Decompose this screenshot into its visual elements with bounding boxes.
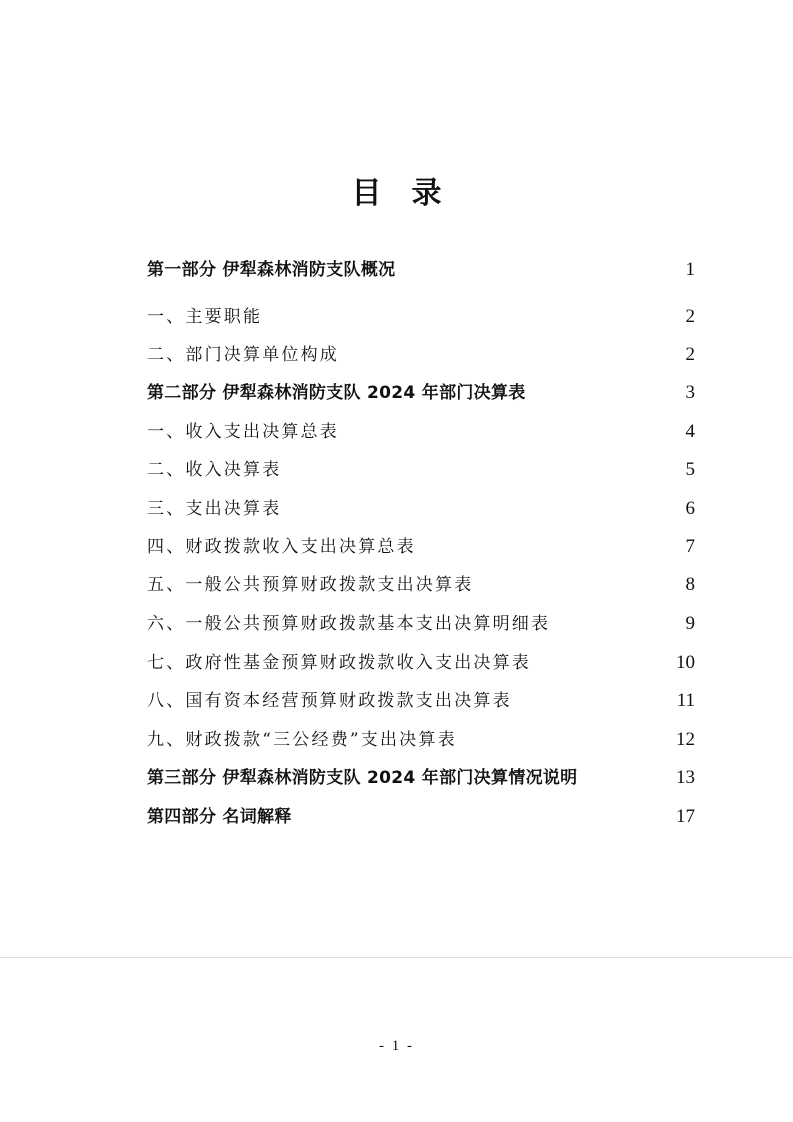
toc-entry[interactable] — [147, 723, 695, 757]
toc-entry-part-3[interactable] — [147, 761, 695, 795]
toc-entry-label: 四、财政拨款收入支出决算总表 — [147, 537, 416, 557]
toc-entry-page: 2 — [685, 306, 695, 327]
toc-entry-part-2[interactable] — [147, 376, 695, 410]
toc-entry-page: 12 — [676, 729, 695, 750]
toc-entry[interactable] — [147, 568, 695, 602]
toc-entry-label: 一、收入支出决算总表 — [147, 422, 339, 442]
toc-entry[interactable] — [147, 530, 695, 564]
page-number: - 1 - — [379, 1038, 414, 1054]
toc-entry-page: 7 — [685, 536, 695, 557]
toc-entry-page: 8 — [685, 574, 695, 595]
toc-entry-label: 第三部分 伊犁森林消防支队 2024 年部门决算情况说明 — [147, 768, 578, 788]
toc-entry-page: 13 — [676, 767, 695, 788]
page-title: 目录 — [351, 176, 472, 211]
toc-entry-label: 第四部分 名词解释 — [147, 807, 292, 827]
toc-entry-label: 二、部门决算单位构成 — [147, 345, 339, 365]
toc-entry[interactable] — [147, 492, 695, 526]
toc-entry-page: 11 — [676, 690, 695, 711]
toc-entry[interactable] — [147, 684, 695, 718]
toc-entry[interactable] — [147, 646, 695, 680]
toc-entry-page: 5 — [685, 459, 695, 480]
toc-entry[interactable] — [147, 607, 695, 641]
toc-entry[interactable] — [147, 415, 695, 449]
toc-entry-page: 3 — [685, 382, 695, 403]
toc-entry-page: 4 — [685, 421, 695, 442]
toc-entry-page: 2 — [685, 344, 695, 365]
toc-entry-page: 9 — [685, 613, 695, 634]
toc-entry-label: 九、财政拨款“三公经费”支出决算表 — [147, 730, 457, 750]
toc-entry[interactable] — [147, 453, 695, 487]
toc-entry[interactable] — [147, 300, 695, 334]
toc-entry-label: 二、收入决算表 — [147, 460, 282, 480]
toc-entry-part-1[interactable] — [147, 253, 695, 287]
toc-entry[interactable] — [147, 338, 695, 372]
footer-divider — [0, 957, 793, 958]
toc-entry-page: 1 — [685, 259, 695, 280]
toc-entry-label: 八、国有资本经营预算财政拨款支出决算表 — [147, 691, 512, 711]
toc-entry-label: 五、一般公共预算财政拨款支出决算表 — [147, 575, 474, 595]
toc-entry-label: 第二部分 伊犁森林消防支队 2024 年部门决算表 — [147, 383, 526, 403]
toc-entry-page: 10 — [676, 652, 695, 673]
toc-entry-label: 一、主要职能 — [147, 307, 263, 327]
toc-entry-label: 第一部分 伊犁森林消防支队概况 — [147, 260, 396, 280]
toc-entry-page: 17 — [676, 806, 695, 827]
toc-entry-label: 三、支出决算表 — [147, 499, 282, 519]
toc-entry-label: 七、政府性基金预算财政拨款收入支出决算表 — [147, 653, 531, 673]
toc-entry-page: 6 — [685, 498, 695, 519]
toc-entry-part-4[interactable] — [147, 800, 695, 834]
toc-entry-label: 六、一般公共预算财政拨款基本支出决算明细表 — [147, 614, 551, 634]
